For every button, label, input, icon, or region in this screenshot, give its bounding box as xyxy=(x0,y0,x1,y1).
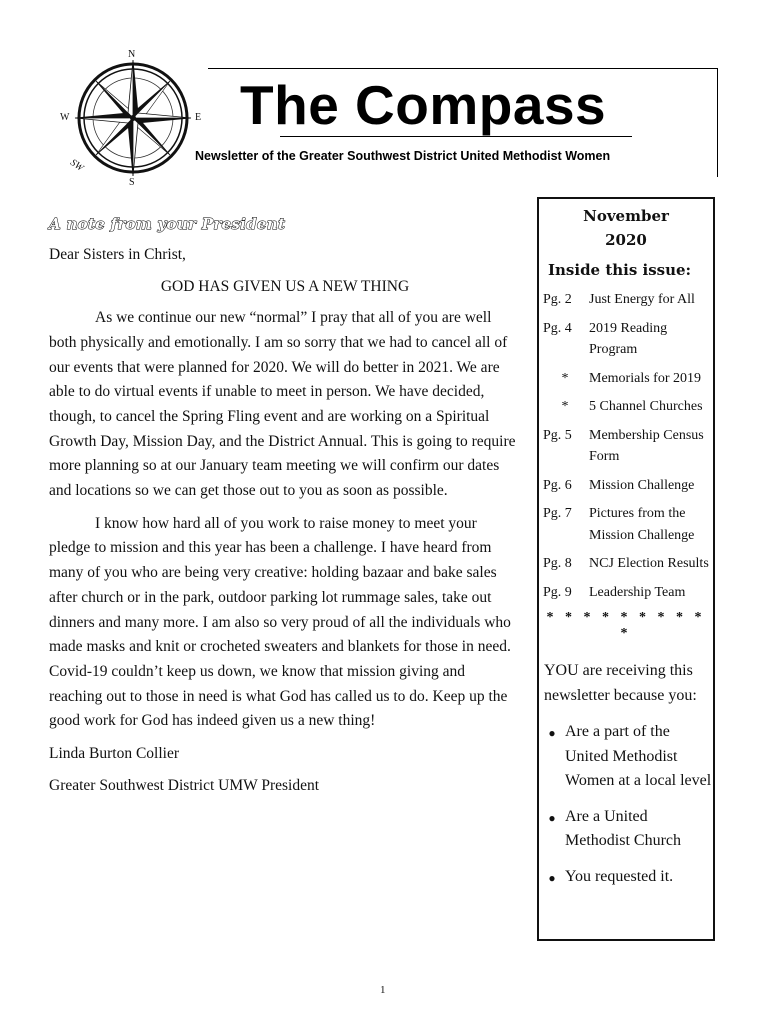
salutation: Dear Sisters in Christ, xyxy=(49,245,186,263)
title-underline xyxy=(280,136,632,137)
compass-label-e: E xyxy=(195,112,202,123)
issue-sidebar xyxy=(537,197,715,941)
toc-item[interactable] xyxy=(539,553,713,575)
toc-page: * xyxy=(561,399,569,414)
bullet-icon: ● xyxy=(548,726,556,740)
newsletter-subtitle: Newsletter of the Greater Southwest District United Methodist Women xyxy=(195,149,611,163)
toc-title: Mission Challenge xyxy=(589,477,695,493)
page-number: 1 xyxy=(380,984,386,996)
inside-issue-heading: Inside this issue: xyxy=(548,261,692,279)
toc-page: Pg. 5 xyxy=(543,427,572,443)
receiving-text: YOU are receiving this newsletter because you: xyxy=(544,662,697,704)
signature-name: Linda Burton Collier xyxy=(49,745,180,763)
reasons-list xyxy=(539,720,713,890)
toc-page: Pg. 7 xyxy=(543,506,572,521)
reason-text: Are a part of the United Methodist Women at a local level xyxy=(565,723,712,789)
toc-title: Just Energy for All xyxy=(589,292,695,307)
list-item xyxy=(539,865,713,891)
issue-month: November xyxy=(583,207,669,225)
toc-page: * xyxy=(561,370,569,386)
toc-item[interactable] xyxy=(539,368,713,390)
signature-title: Greater Southwest District UMW President xyxy=(49,776,320,794)
toc-title: 5 Channel Churches xyxy=(589,399,703,414)
list-item xyxy=(539,805,713,854)
reason-text: Are a United Methodist Church xyxy=(565,807,681,849)
compass-label-n: N xyxy=(128,49,136,60)
issue-year: 2020 xyxy=(605,231,647,249)
compass-label-s: S xyxy=(129,177,135,188)
toc-item[interactable] xyxy=(539,289,713,311)
star-divider: * * * * * * * * * * xyxy=(546,610,706,641)
article-headline: GOD HAS GIVEN US A NEW THING xyxy=(160,278,410,296)
toc-title: Leadership Team xyxy=(589,584,686,600)
toc-title: Membership Census Form xyxy=(589,427,704,464)
president-note-article xyxy=(49,206,521,805)
toc-item[interactable] xyxy=(539,582,713,604)
toc-page: Pg. 4 xyxy=(543,320,572,336)
toc-title: Memorials for 2019 xyxy=(589,370,701,386)
toc-page: Pg. 8 xyxy=(543,556,572,571)
article-paragraph-2: I know how hard all of you work to raise money to meet your pledge to mission and this year has been a challenge. I have heard from many of you who are being very creative: holding bazaar and bake sales after church or in the park, outdoor parking lot rummage sales, take out dinners and many more. I am also so very proud of all the individuals who made masks and knit or crocheted sweaters and blankets for those in need. Covid-19 couldn’t keep us down, we know that mission giving and reaching out to those in need is what God has called us to do. Keep up the good work for God has indeed given us a new thing! xyxy=(49,514,511,730)
toc-page: Pg. 6 xyxy=(543,477,572,493)
toc-item[interactable] xyxy=(539,318,713,361)
toc-title: 2019 Reading Program xyxy=(589,320,668,357)
list-item xyxy=(539,720,713,794)
toc-page: Pg. 9 xyxy=(543,584,572,600)
toc-item[interactable] xyxy=(539,475,713,497)
toc-item[interactable] xyxy=(539,425,713,468)
compass-label-w: W xyxy=(60,112,70,123)
toc-item[interactable] xyxy=(539,396,713,418)
toc-page: Pg. 2 xyxy=(543,292,572,307)
toc-item[interactable] xyxy=(539,503,713,546)
toc-title: NCJ Election Results xyxy=(589,556,709,571)
newsletter-title: The Compass xyxy=(240,74,607,136)
table-of-contents xyxy=(539,289,713,603)
article-heading: A note from your President xyxy=(49,215,286,233)
toc-title: Pictures from the Mission Challenge xyxy=(589,506,695,543)
reason-text: You requested it. xyxy=(565,867,674,885)
bullet-icon: ● xyxy=(548,810,556,825)
article-paragraph-1: As we continue our new “normal” I pray that all of you are well both physically and emotionally. I am so sorry that we had to cancel all of our events that were planned for 2020. We will do better in 2021. We are able to do virtual events if unable to meet in person. We have decided, though, to cancel the Spring Fling event and are working on a Spiritual Growth Day, Mission Day, and the District Annual. This is going to require more planning so at our January team meeting we will confirm our dates and locations so we can get those out to you as soon as possible. xyxy=(49,309,516,500)
compass-label-sw: SW xyxy=(68,157,86,174)
bullet-icon: ● xyxy=(548,870,556,885)
